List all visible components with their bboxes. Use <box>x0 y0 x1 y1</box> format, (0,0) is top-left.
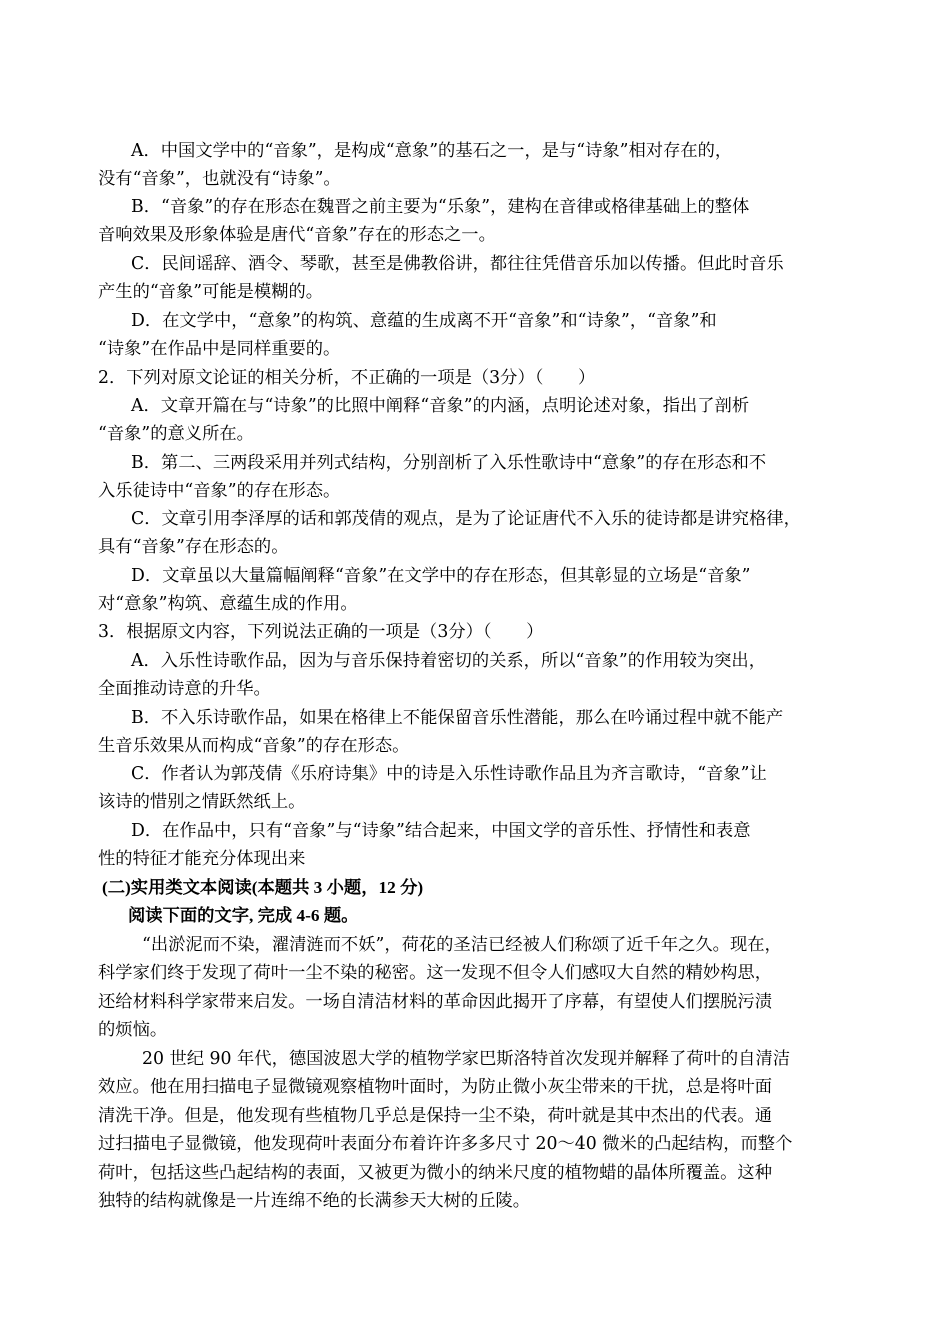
q3-stem: 3．根据原文内容，下列说法正确的一项是（3分）（ ） <box>98 622 544 642</box>
passage-p2-line4: 过扫描电子显微镜，他发现荷叶表面分布着许许多多尺寸 20～40 微米的凸起结构，而整个 <box>98 1134 793 1154</box>
section-heading: (二)实用类文本阅读(本题共 3 小题，12 分) <box>102 878 424 897</box>
q2-option-a-line2: “音象”的意义所在。 <box>98 424 254 444</box>
passage-p1-line1: “出淤泥而不染，濯清涟而不妖”，荷花的圣洁已经被人们称颂了近千年之久。现在， <box>142 935 782 955</box>
q2-option-b-line1: B．第二、三两段采用并列式结构，分别剖析了入乐性歌诗中“意象”的存在形态和不 <box>131 453 767 473</box>
passage-p1-line3: 还给材料科学家带来启发。一场自清洁材料的革命因此揭开了序幕，有望使人们摆脱污渍 <box>98 992 772 1012</box>
q2-option-d-line1: D．文章虽以大量篇幅阐释“音象”在文学中的存在形态，但其彰显的立场是“音象” <box>131 566 751 586</box>
q1-option-c-line2: 产生的“音象”可能是模糊的。 <box>98 282 324 302</box>
passage-p2-line5: 荷叶，包括这些凸起结构的表面，又被更为微小的纳米尺度的植物蜡的晶体所覆盖。这种 <box>98 1163 772 1183</box>
q3-option-c-line2: 该诗的惜别之情跃然纸上。 <box>98 792 306 812</box>
section-instruction: 阅读下面的文字, 完成 4-6 题。 <box>128 906 359 925</box>
q3-option-b-line1: B．不入乐诗歌作品，如果在格律上不能保留音乐性潜能，那么在吟诵过程中就不能产 <box>131 708 784 728</box>
passage-p2-line1: 20 世纪 90 年代，德国波恩大学的植物学家巴斯洛特首次发现并解释了荷叶的自清洁 <box>142 1049 791 1069</box>
q2-option-b-line2: 入乐徒诗中“音象”的存在形态。 <box>98 481 341 501</box>
q1-option-b-line1: B．“音象”的存在形态在魏晋之前主要为“乐象”，建构在音律或格律基础上的整体 <box>131 197 750 217</box>
q1-option-d-line2: “诗象”在作品中是同样重要的。 <box>98 339 341 359</box>
q1-option-b-line2: 音响效果及形象体验是唐代“音象”存在的形态之一。 <box>98 225 496 245</box>
q1-option-a-line2: 没有“音象”，也就没有“诗象”。 <box>98 169 341 189</box>
q1-option-c-line1: C．民间谣辞、酒令、琴歌，甚至是佛教俗讲，都往往凭借音乐加以传播。但此时音乐 <box>131 254 784 274</box>
q3-option-a-line2: 全面推动诗意的升华。 <box>98 679 271 699</box>
q2-option-a-line1: A．文章开篇在与“诗象”的比照中阐释“音象”的内涵，点明论述对象，指出了剖析 <box>131 396 750 416</box>
q1-option-a-line1: A．中国文学中的“音象”，是构成“意象”的基石之一，是与“诗象”相对存在的， <box>131 141 733 161</box>
q2-option-c-line2: 具有“音象”存在形态的。 <box>98 537 289 557</box>
passage-p2-line3: 清洗干净。但是，他发现有些植物几乎总是保持一尘不染，荷叶就是其中杰出的代表。通 <box>98 1106 772 1126</box>
passage-p2-line6: 独特的结构就像是一片连绵不绝的长满参天大树的丘陵。 <box>98 1191 531 1211</box>
q3-option-c-line1: C．作者认为郭茂倩《乐府诗集》中的诗是入乐性诗歌作品且为齐言歌诗，“音象”让 <box>131 764 767 784</box>
q3-option-d-line2: 性的特征才能充分体现出来 <box>98 849 306 869</box>
q3-option-a-line1: A．入乐性诗歌作品，因为与音乐保持着密切的关系，所以“音象”的作用较为突出， <box>131 651 766 671</box>
q2-stem: 2．下列对原文论证的相关分析，不正确的一项是（3分）（ ） <box>98 368 596 388</box>
passage-p1-line4: 的烦恼。 <box>98 1020 168 1040</box>
q2-option-d-line2: 对“意象”构筑、意蕴生成的作用。 <box>98 594 358 614</box>
passage-p2-line2: 效应。他在用扫描电子显微镜观察植物叶面时，为防止微小灰尘带来的干扰，总是将叶面 <box>98 1077 772 1097</box>
q1-option-d-line1: D．在文学中，“意象”的构筑、意蕴的生成离不开“音象”和“诗象”，“音象”和 <box>131 311 717 331</box>
q2-option-c-line1: C．文章引用李泽厚的话和郭茂倩的观点，是为了论证唐代不入乐的徒诗都是讲究格律， <box>131 509 801 529</box>
passage-p1-line2: 科学家们终于发现了荷叶一尘不染的秘密。这一发现不但令人们感叹大自然的精妙构思， <box>98 963 772 983</box>
q3-option-d-line1: D．在作品中，只有“音象”与“诗象”结合起来，中国文学的音乐性、抒情性和表意 <box>131 821 751 841</box>
q3-option-b-line2: 生音乐效果从而构成“音象”的存在形态。 <box>98 736 410 756</box>
